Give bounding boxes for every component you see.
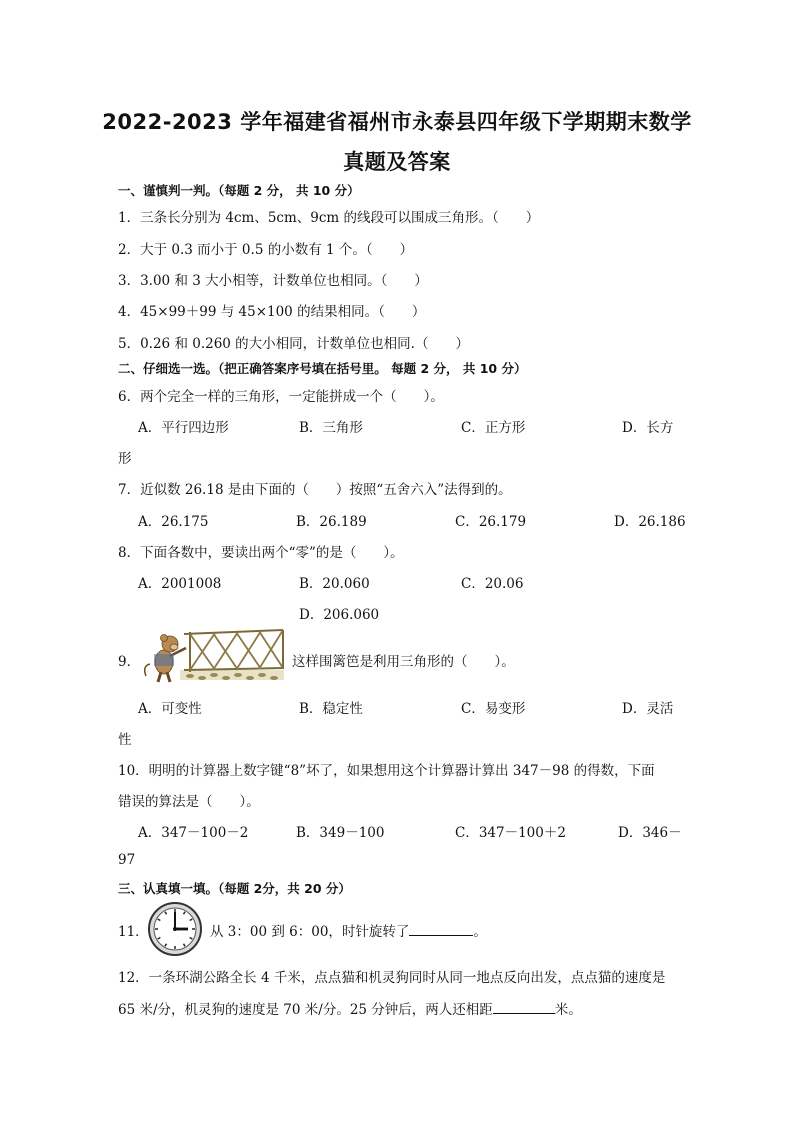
section-2-heading: 二、仔细选一选。（把正确答案序号填在括号里。 每题 2 分， 共 10 分） [118, 361, 527, 376]
page-title-line1: 2022-2023 学年福建省福州市永泰县四年级下学期期末数学 [102, 110, 692, 134]
q7-option-d: D．26.186 [614, 514, 686, 530]
question-6: 6．两个完全一样的三角形，一定能拼成一个（ ）。 [118, 389, 444, 405]
q6-option-d-wrap: 形 [118, 451, 132, 467]
question-8: 8．下面各数中，要读出两个“零”的是（ ）。 [118, 545, 404, 561]
q11-answer-blank[interactable] [409, 935, 473, 936]
q9-option-d: D．灵活 [622, 701, 674, 717]
question-3: 3．3.00 和 3 大小相等，计数单位也相同。（ ） [118, 273, 428, 289]
section-3-heading: 三、认真填一填。（每题 2分，共 20 分） [118, 881, 351, 896]
q12-answer-blank[interactable] [493, 1013, 555, 1014]
q6-option-a: A．平行四边形 [138, 420, 229, 436]
q8-option-d: D．206.060 [299, 607, 380, 623]
clock-icon [147, 901, 203, 957]
q10-option-d: D．346－ [618, 825, 682, 841]
q11-text: 从 3：00 到 6：00，时针旋转了 [210, 924, 410, 940]
question-11-text [210, 920, 487, 940]
q8-option-a: A．2001008 [138, 576, 222, 592]
q7-option-a: A．26.175 [138, 514, 209, 530]
question-12-line1: 12．一条环湖公路全长 4 千米，点点猫和机灵狗同时从同一地点反向出发，点点猫的速度是 [118, 970, 666, 986]
q10-option-a: A．347－100－2 [138, 825, 249, 841]
q10-option-b: B．349－100 [296, 825, 385, 841]
question-9-number: 9． [118, 654, 141, 670]
q6-option-b: B．三角形 [299, 420, 363, 436]
q9-option-c: C．易变形 [461, 701, 526, 717]
q11-end: 。 [473, 924, 487, 940]
question-11-number: 11． [118, 924, 149, 940]
question-5: 5．0.26 和 0.260 的大小相同，计数单位也相同.（ ） [118, 336, 469, 352]
question-7: 7．近似数 26.18 是由下面的（ ）按照“五舍六入”法得到的。 [118, 482, 512, 498]
q6-option-c: C．正方形 [461, 420, 526, 436]
question-12-line2 [118, 998, 582, 1018]
q12-end: 米。 [554, 1002, 582, 1018]
q10-option-d-wrap: 97 [118, 852, 136, 868]
q9-option-a: A．可变性 [138, 701, 202, 717]
section-1-heading: 一、谨慎判一判。（每题 2 分， 共 10 分） [118, 183, 360, 198]
fence-illustration-image [140, 626, 286, 686]
q7-option-b: B．26.189 [296, 514, 367, 530]
q6-option-d: D．长方 [622, 420, 674, 436]
q7-option-c: C．26.179 [455, 514, 527, 530]
q12-text: 65 米/分，机灵狗的速度是 70 米/分。25 分钟后，两人还相距 [118, 1002, 493, 1018]
question-2: 2．大于 0.3 而小于 0.5 的小数有 1 个。（ ） [118, 242, 414, 258]
q8-option-b: B．20.060 [299, 576, 370, 592]
question-4: 4．45×99＋99 与 45×100 的结果相同。（ ） [118, 304, 426, 320]
question-1: 1．三条长分别为 4cm、5cm、9cm 的线段可以围成三角形。（ ） [118, 210, 540, 226]
question-9-text: 这样围篱笆是利用三角形的（ ）。 [292, 654, 515, 670]
q10-option-c: C．347－100＋2 [455, 825, 566, 841]
page-title-line2: 真题及答案 [343, 150, 451, 174]
q9-option-b: B．稳定性 [299, 701, 363, 717]
question-10-line2: 错误的算法是（ ）。 [118, 794, 260, 810]
q8-option-c: C．20.06 [461, 576, 524, 592]
question-10-line1: 10．明明的计算器上数字键“8”坏了，如果想用这个计算器计算出 347－98 的得数，下面 [118, 763, 655, 779]
q9-option-d-wrap: 性 [118, 732, 132, 748]
